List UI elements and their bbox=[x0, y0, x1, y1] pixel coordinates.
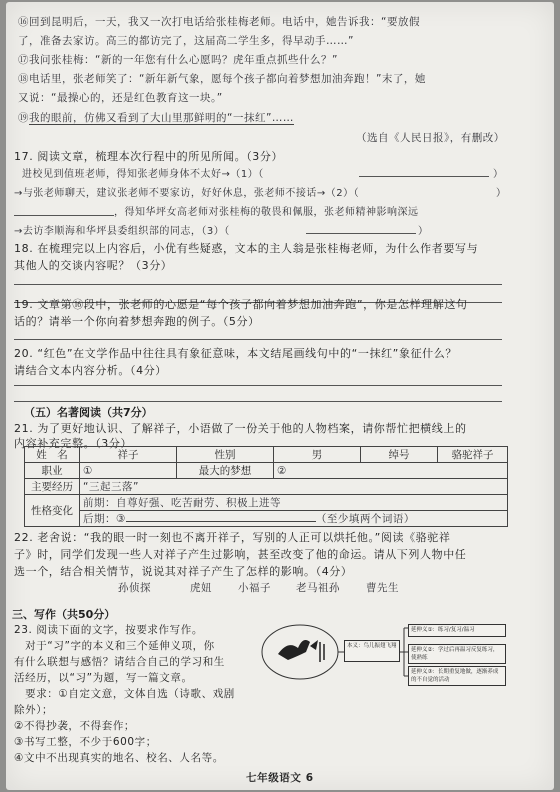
question-21-line-2: 内容补充完整。（3分） bbox=[14, 437, 133, 450]
source-citation: （选自《人民日报》，有删改） bbox=[356, 132, 505, 144]
extended-meaning-2-box: 延伸义②：学过后再温习反复练习，使熟练 bbox=[408, 644, 506, 664]
q18-answer-line-1[interactable] bbox=[14, 284, 502, 285]
q17-paren-close-1: ） bbox=[493, 169, 504, 180]
table-cell: 性别 bbox=[177, 447, 274, 463]
q23-line-7: ②不得抄袭，不得套作； bbox=[14, 720, 136, 732]
character-profile-table bbox=[24, 446, 508, 527]
story-line-2: 了，准备去家访。高三的都访完了，这届高二学生多，得早动手……” bbox=[18, 35, 354, 47]
q23-line-5: 要求：①自定文意，文体自选（诗歌、戏剧 bbox=[14, 688, 235, 700]
q17-answer-line-2[interactable] bbox=[14, 215, 114, 216]
character-name-2: 虎妞 bbox=[190, 582, 212, 594]
dream-blank[interactable]: ② bbox=[274, 463, 508, 479]
question-22-line-3: 选一个，结合相关情节，说说其对祥子产生了怎样的影响。（4分） bbox=[14, 565, 353, 578]
question-19-line-1: 19. 文章第⑯段中，张老师的心愿是“每个孩子都向着梦想加油奔跑”，你是怎样理解这句 bbox=[14, 298, 468, 311]
q17-paren-close-3: ） bbox=[418, 226, 429, 237]
q19-answer-line-1[interactable] bbox=[14, 339, 502, 340]
story-line-6: ⑲我的眼前，仿佛又看到了大山里那鲜明的“一抹红”…… bbox=[18, 112, 294, 124]
q17-answer-line-3[interactable] bbox=[306, 233, 416, 234]
table-cell: 骆驼祥子 bbox=[438, 447, 508, 463]
q23-line-3: 有什么联想与感悟？请结合自己的学习和生 bbox=[14, 656, 225, 668]
question-22-line-1: 22. 老舍说：“我的眼一时一刻也不离开祥子，写别的人正可以烘托他。”阅读《骆驼祥 bbox=[14, 531, 451, 544]
q23-line-2: 对于“习”字的本义和三个延伸义项，你 bbox=[14, 640, 215, 652]
table-row bbox=[25, 447, 508, 463]
table-cell: 祥子 bbox=[80, 447, 177, 463]
section-3-heading: 三、写作（共50分） bbox=[12, 608, 116, 621]
table-cell: 职业 bbox=[25, 463, 80, 479]
q17-flow-row-2: →与张老师聊天，建议张老师不要家访，好好休息，张老师不接话→（2）（ bbox=[14, 188, 360, 199]
q23-line-4: 活经历，以“习”为题，写一篇文章。 bbox=[14, 672, 193, 684]
q17-answer-line-1[interactable] bbox=[359, 176, 489, 177]
question-19-line-2: 话的？请举一个你向着梦想奔跑的例子。（5分） bbox=[14, 315, 260, 328]
table-cell: 主要经历 bbox=[25, 479, 80, 495]
bird-xi-glyph-icon bbox=[278, 640, 324, 662]
story-line-5: 又说：“最操心的，还是红色教育这一块。” bbox=[18, 92, 223, 104]
extended-meaning-3-box: 延伸义③：长期重复地做，逐渐养成的不自觉的活动 bbox=[408, 666, 506, 686]
question-21-line-1: 21. 为了更好地认识、了解祥子，小语做了一份关于他的人物档案，请你帮忙把横线上的 bbox=[14, 422, 467, 435]
table-cell: 姓 名 bbox=[25, 447, 80, 463]
q17-paren-close-2: ） bbox=[496, 188, 507, 199]
table-cell: 性格变化 bbox=[25, 495, 80, 527]
question-18-line-1: 18. 在梳理完以上内容后，小优有些疑惑，文本的主人翁是张桂梅老师，为什么作者要写与 bbox=[14, 242, 479, 255]
section-5-heading: （五）名著阅读（共7分） bbox=[24, 406, 153, 419]
q23-line-1: 23. 阅读下面的文字，按要求作写作。 bbox=[14, 624, 203, 636]
experience-cell: “三起三落” bbox=[80, 479, 508, 495]
q20-answer-line-2[interactable] bbox=[14, 401, 502, 402]
table-cell: 最大的梦想 bbox=[177, 463, 274, 479]
question-20-line-2: 请结合文本内容分析。（4分） bbox=[14, 364, 167, 377]
base-meaning-box: 本义：鸟儿振翅飞翔 bbox=[344, 640, 400, 662]
table-row bbox=[25, 511, 508, 527]
q23-line-6: 除外）； bbox=[14, 704, 54, 716]
late-personality-blank[interactable]: 后期：③ （至少填两个词语） bbox=[80, 511, 508, 527]
question-22-line-2: 子》时，同学们发现一些人对祥子产生过影响，甚至改变了他的命运。请从下列人物中任 bbox=[14, 548, 467, 561]
question-20-line-1: 20. “红色”在文学作品中往往具有象征意味，本文结尾画线句中的“一抹红”象征什么？ bbox=[14, 347, 457, 360]
q17-flow-row-4: →去访李顺海和华坪县委组织部的同志，（3）（ bbox=[14, 226, 230, 237]
character-name-1: 孙侦探 bbox=[118, 582, 151, 594]
table-cell: 绰号 bbox=[361, 447, 438, 463]
q23-line-9: ④文中不出现真实的地名、校名、人名等。 bbox=[14, 752, 224, 764]
profession-blank[interactable]: ① bbox=[80, 463, 177, 479]
story-line-1: ⑯回到昆明后，一天，我又一次打电话给张桂梅老师。电话中，她告诉我：“要放假 bbox=[18, 16, 420, 28]
story-line-3: ⑰我问张桂梅：“新的一年您有什么心愿吗？虎年重点抓些什么？” bbox=[18, 54, 338, 66]
exam-paper bbox=[6, 2, 554, 790]
table-row bbox=[25, 479, 508, 495]
q23-line-8: ③书写工整，不少于600字； bbox=[14, 736, 157, 748]
story-line-4: ⑱电话里，张老师笑了：“新年新气象，愿每个孩子都向着梦想加油奔跑！”末了，她 bbox=[18, 73, 426, 85]
early-personality-cell: 前期：自尊好强、吃苦耐劳、积极上进等 bbox=[80, 495, 508, 511]
character-name-5: 曹先生 bbox=[366, 582, 399, 594]
table-row bbox=[25, 495, 508, 511]
q17-flow-row-3: ，得知华坪女高老师对张桂梅的敬畏和佩服，张老师精神影响深远 bbox=[114, 207, 419, 218]
page-footer: 七年级语文 6 bbox=[246, 772, 314, 784]
q17-flow-row-1: 进校见到值班老师，得知张老师身体不太好→（1）（ bbox=[22, 169, 264, 180]
q20-answer-line-1[interactable] bbox=[14, 385, 502, 386]
extended-meaning-1-box: 延伸义①：练习/复习/温习 bbox=[408, 624, 506, 637]
character-name-3: 小福子 bbox=[238, 582, 271, 594]
table-row bbox=[25, 463, 508, 479]
character-name-4: 老马祖孙 bbox=[296, 582, 340, 594]
table-cell: 男 bbox=[274, 447, 361, 463]
question-17-title: 17. 阅读文章，梳理本次行程中的所见所闻。（3分） bbox=[14, 150, 284, 163]
question-18-line-2: 其他人的交谈内容呢？（3分） bbox=[14, 259, 173, 272]
